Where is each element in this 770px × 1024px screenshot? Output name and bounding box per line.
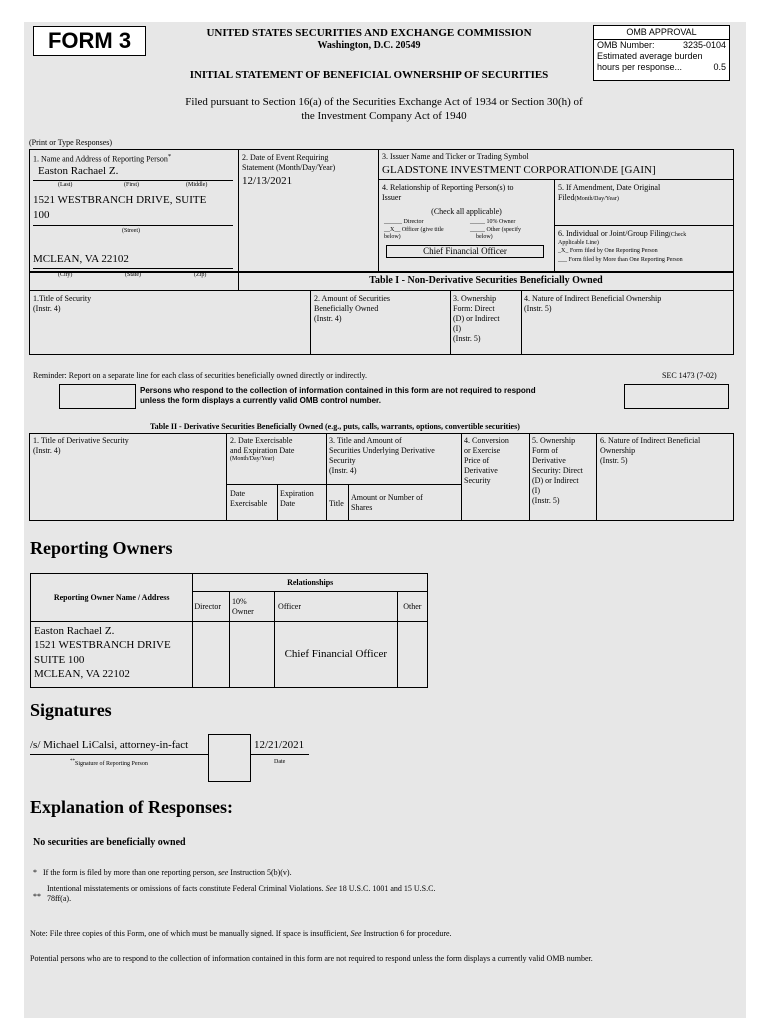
omb-burden-line: Estimated average burden bbox=[597, 51, 703, 61]
t2-col3a-header: Title bbox=[329, 499, 344, 508]
filed-pursuant-line2: the Investment Company Act of 1940 bbox=[301, 110, 467, 122]
ten-pct-option: _____ 10% Owner bbox=[470, 219, 516, 225]
t2-col1-header: 1. Title of Derivative Security (Instr. 4) bbox=[33, 436, 129, 455]
agency-name: UNITED STATES SECURITIES AND EXCHANGE COMMISSION bbox=[206, 27, 532, 39]
omb-number-label: OMB Number: bbox=[597, 40, 655, 50]
filed-pursuant-line1: Filed pursuant to Section 16(a) of the Securities Exchange Act of 1934 or Section 30(h) of bbox=[185, 96, 583, 108]
officer-cell: Chief Financial Officer bbox=[275, 622, 398, 688]
omb-hours-label: hours per response... bbox=[597, 62, 683, 72]
director-cell bbox=[193, 622, 230, 688]
street-line1: 1521 WESTBRANCH DRIVE, SUITE bbox=[33, 194, 207, 206]
other-header: Other bbox=[397, 592, 427, 622]
omb-title: OMB APPROVAL bbox=[594, 26, 729, 40]
box5-label: 5. If Amendment, Date Original Filed(Month/Day/Year) bbox=[558, 183, 661, 202]
t2-col2-header: 2. Date Exercisable and Expiration Date (Month/Day/Year) bbox=[230, 436, 295, 462]
owner-name-header: Reporting Owner Name / Address bbox=[31, 574, 193, 622]
box4-label: 4. Relationship of Reporting Person(s) to Issuer bbox=[382, 183, 514, 202]
ten-pct-header: 10% Owner bbox=[230, 592, 275, 622]
signatures-heading: Signatures bbox=[30, 700, 112, 720]
persons-note: Persons who respond to the collection of information contained in this form are not required to respond unless the form displays a currently valid OMB control number. bbox=[140, 386, 536, 405]
box6-applicable: Applicable Line) bbox=[558, 240, 599, 246]
t1-col2-header: 2. Amount of Securities Beneficially Owned (Instr. 4) bbox=[314, 294, 390, 323]
street-line2: 100 bbox=[33, 209, 50, 221]
check-all-note: (Check all applicable) bbox=[431, 207, 502, 216]
director-header: Director bbox=[193, 592, 230, 622]
other-option: _____ Other (specify below) bbox=[470, 227, 521, 240]
ten-pct-cell bbox=[230, 622, 275, 688]
t1-col1-header: 1.Title of Security (Instr. 4) bbox=[33, 294, 92, 313]
t2-col2b-header: Expiration Date bbox=[280, 489, 314, 508]
other-cell bbox=[397, 622, 427, 688]
omb-number-value: 3235-0104 bbox=[682, 40, 726, 50]
no-securities-note: No securities are beneficially owned bbox=[33, 837, 186, 848]
zip-label: (Zip) bbox=[194, 272, 207, 278]
event-date: 12/13/2021 bbox=[242, 175, 293, 187]
t2-col3b-header: Amount or Number of Shares bbox=[351, 493, 423, 512]
reporting-person-name: Easton Rachael Z. bbox=[38, 165, 119, 177]
first-label: (First) bbox=[124, 182, 139, 188]
city-state-zip: MCLEAN, VA 22102 bbox=[33, 253, 129, 265]
signature-date: 12/21/2021 bbox=[254, 739, 305, 751]
box3-label: 3. Issuer Name and Ticker or Trading Symbol bbox=[382, 152, 529, 161]
multiple-person-option: ___ Form filed by More than One Reporting Person bbox=[558, 257, 683, 263]
print-note: (Print or Type Responses) bbox=[29, 138, 113, 147]
box1-label: 1. Name and Address of Reporting Person* bbox=[33, 153, 172, 164]
relationships-header: Relationships bbox=[193, 574, 428, 592]
middle-label: (Middle) bbox=[186, 182, 208, 188]
box6-label: 6. Individual or Joint/Group Filing(Check bbox=[558, 229, 687, 238]
omb-approval-box bbox=[593, 25, 730, 81]
table2-title: Table II - Derivative Securities Beneficially Owned (e.g., puts, calls, warrants, options, convertible securities) bbox=[150, 422, 520, 431]
last-label: (Last) bbox=[58, 182, 73, 188]
reminder-text: Reminder: Report on a separate line for each class of securities beneficially owned directly or indirectly. bbox=[33, 371, 368, 380]
reporting-owners-heading: Reporting Owners bbox=[30, 538, 173, 558]
footnote-2-mark: ** bbox=[33, 892, 41, 901]
t2-col5-header: 5. Ownership Form of Derivative Security: Direct (D) or Indirect (I) (Instr. 5) bbox=[532, 436, 583, 505]
right-blank-box bbox=[624, 384, 729, 409]
owner-address-cell: Easton Rachael Z. 1521 WESTBRANCH DRIVE SUITE 100 MCLEAN, VA 22102 bbox=[31, 622, 193, 688]
one-person-option: _X_ Form filed by One Reporting Person bbox=[558, 248, 658, 254]
form-page bbox=[24, 22, 746, 1018]
potential-persons-note: Potential persons who are to respond to the collection of information contained in this form are not required to respond unless the form displays a currently valid OMB number. bbox=[30, 954, 593, 963]
agency-city: Washington, D.C. 20549 bbox=[317, 40, 421, 51]
t1-col3-header: 3. Ownership Form: Direct (D) or Indirect (I) (Instr. 5) bbox=[453, 294, 500, 343]
signature-middle-box bbox=[208, 734, 251, 782]
city-label: (City) bbox=[58, 272, 73, 278]
officer-option: __X__ Officer (give title below) bbox=[384, 227, 444, 240]
t1-col4-header: 4. Nature of Indirect Beneficial Ownership (Instr. 5) bbox=[524, 294, 662, 313]
signature-text: /s/ Michael LiCalsi, attorney-in-fact bbox=[30, 739, 189, 751]
table1-title: Table I - Non-Derivative Securities Beneficially Owned bbox=[369, 275, 603, 286]
form-label: FORM 3 bbox=[33, 26, 146, 56]
footnote-2: Intentional misstatements or omissions of facts constitute Federal Criminal Violations. See 18 U.S.C. 1001 and 15 U.S.C. 78ff(a). bbox=[47, 884, 436, 903]
sec-code: SEC 1473 (7-02) bbox=[662, 371, 717, 380]
omb-hours-value: 0.5 bbox=[713, 62, 726, 72]
signature-label: **Signature of Reporting Person bbox=[70, 759, 148, 767]
date-label: Date bbox=[274, 759, 286, 765]
explanation-heading: Explanation of Responses: bbox=[30, 797, 234, 817]
t2-col2a-header: Date Exercisable bbox=[230, 489, 268, 508]
street-label: (Street) bbox=[122, 228, 140, 234]
box2-label: 2. Date of Event Requiring Statement (Month/Day/Year) bbox=[242, 153, 336, 172]
reporting-owners-table bbox=[30, 573, 428, 688]
statement-title: INITIAL STATEMENT OF BENEFICIAL OWNERSHIP OF SECURITIES bbox=[189, 69, 549, 81]
officer-title-box: Chief Financial Officer bbox=[386, 245, 544, 258]
footnote-1: * If the form is filed by more than one reporting person, see Instruction 5(b)(v). bbox=[33, 868, 292, 877]
director-option: ______ Director bbox=[384, 219, 424, 225]
file-copies-note: Note: File three copies of this Form, one of which must be manually signed. If space is insufficient, See Instruction 6 for procedure. bbox=[30, 929, 452, 938]
left-blank-box bbox=[59, 384, 136, 409]
t2-col6-header: 6. Nature of Indirect Beneficial Ownership (Instr. 5) bbox=[600, 436, 701, 465]
state-label: (State) bbox=[125, 272, 141, 278]
t2-col3-header: 3. Title and Amount of Securities Underlying Derivative Security (Instr. 4) bbox=[329, 436, 435, 475]
officer-header: Officer bbox=[275, 592, 398, 622]
footnote-star: * bbox=[167, 153, 172, 160]
t2-col4-header: 4. Conversion or Exercise Price of Derivative Security bbox=[464, 436, 509, 485]
issuer-name: GLADSTONE INVESTMENT CORPORATION\DE [GAIN] bbox=[382, 164, 656, 176]
